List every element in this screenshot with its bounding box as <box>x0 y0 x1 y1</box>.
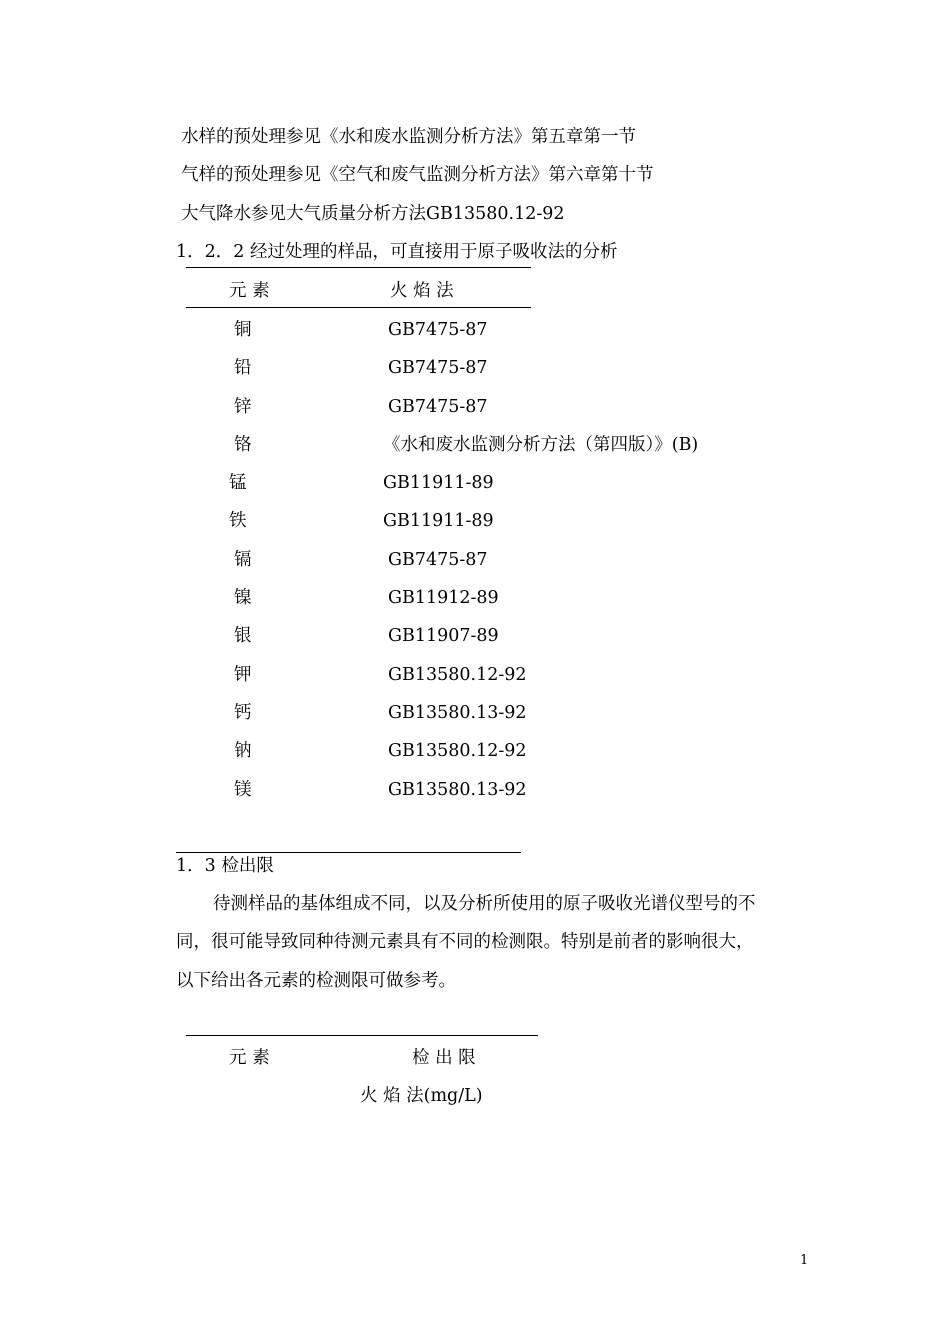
table-row-element: 镍 <box>234 588 252 608</box>
intro-line-3: 大气降水参见大气质量分析方法GB13580.12-92 <box>181 204 565 224</box>
table-row-method: GB11911-89 <box>383 511 494 531</box>
page-number: 1 <box>800 1253 809 1268</box>
table-row-element: 锌 <box>234 397 252 417</box>
table2-subheader-flame: 火 焰 法(mg/L) <box>360 1086 483 1106</box>
table-row-element: 钠 <box>234 741 252 761</box>
table-row-element: 钙 <box>234 703 252 723</box>
table-row-method: GB7475-87 <box>388 397 488 417</box>
table-row-element: 镁 <box>234 780 252 800</box>
paragraph-line-1: 待测样品的基体组成不同，以及分析所使用的原子吸收光谱仪型号的不 <box>213 894 756 914</box>
table-row-method: GB7475-87 <box>388 320 488 340</box>
table1-top-rule <box>186 267 531 268</box>
table-row-method: GB13580.13-92 <box>388 703 527 723</box>
table1-header-method: 火 焰 法 <box>390 281 454 301</box>
table-row-method: GB13580.13-92 <box>388 780 527 800</box>
paragraph-line-3: 以下给出各元素的检测限可做参考。 <box>176 971 456 991</box>
paragraph-line-2: 同，很可能导致同种待测元素具有不同的检测限。特别是前者的影响很大， <box>176 932 754 952</box>
table2-top-rule <box>186 1035 538 1036</box>
table1-header-element: 元 素 <box>229 281 270 301</box>
table-row-element: 铁 <box>229 511 247 531</box>
section-13-heading: 1．3 检出限 <box>176 856 274 876</box>
table-row-method: GB7475-87 <box>388 358 488 378</box>
table-row-method: GB11911-89 <box>383 473 494 493</box>
table-row-method: GB13580.12-92 <box>388 665 527 685</box>
intro-line-2: 气样的预处理参见《空气和废气监测分析方法》第六章第十节 <box>181 165 654 185</box>
table-row-method: GB11907-89 <box>388 626 499 646</box>
section-122-heading: 1．2．2 经过处理的样品，可直接用于原子吸收法的分析 <box>176 242 618 262</box>
table2-header-limit: 检 出 限 <box>412 1048 476 1068</box>
table-row-method: GB7475-87 <box>388 550 488 570</box>
table-row-element: 铬 <box>234 435 252 455</box>
table-row-method: GB11912-89 <box>388 588 499 608</box>
intro-line-1: 水样的预处理参见《水和废水监测分析方法》第五章第一节 <box>181 127 636 147</box>
table-row-element: 银 <box>234 626 252 646</box>
table-row-element: 铅 <box>234 358 252 378</box>
table-row-element: 钾 <box>234 665 252 685</box>
table-row-element: 铜 <box>234 320 252 340</box>
table-row-method: 《水和废水监测分析方法（第四版）》(B) <box>383 435 699 455</box>
table1-bottom-rule <box>176 852 521 853</box>
table-row-method: GB13580.12-92 <box>388 741 527 761</box>
table-row-element: 镉 <box>234 550 252 570</box>
table2-header-element: 元 素 <box>229 1048 270 1068</box>
table-row-element: 锰 <box>229 473 247 493</box>
table1-header-rule <box>186 307 531 308</box>
